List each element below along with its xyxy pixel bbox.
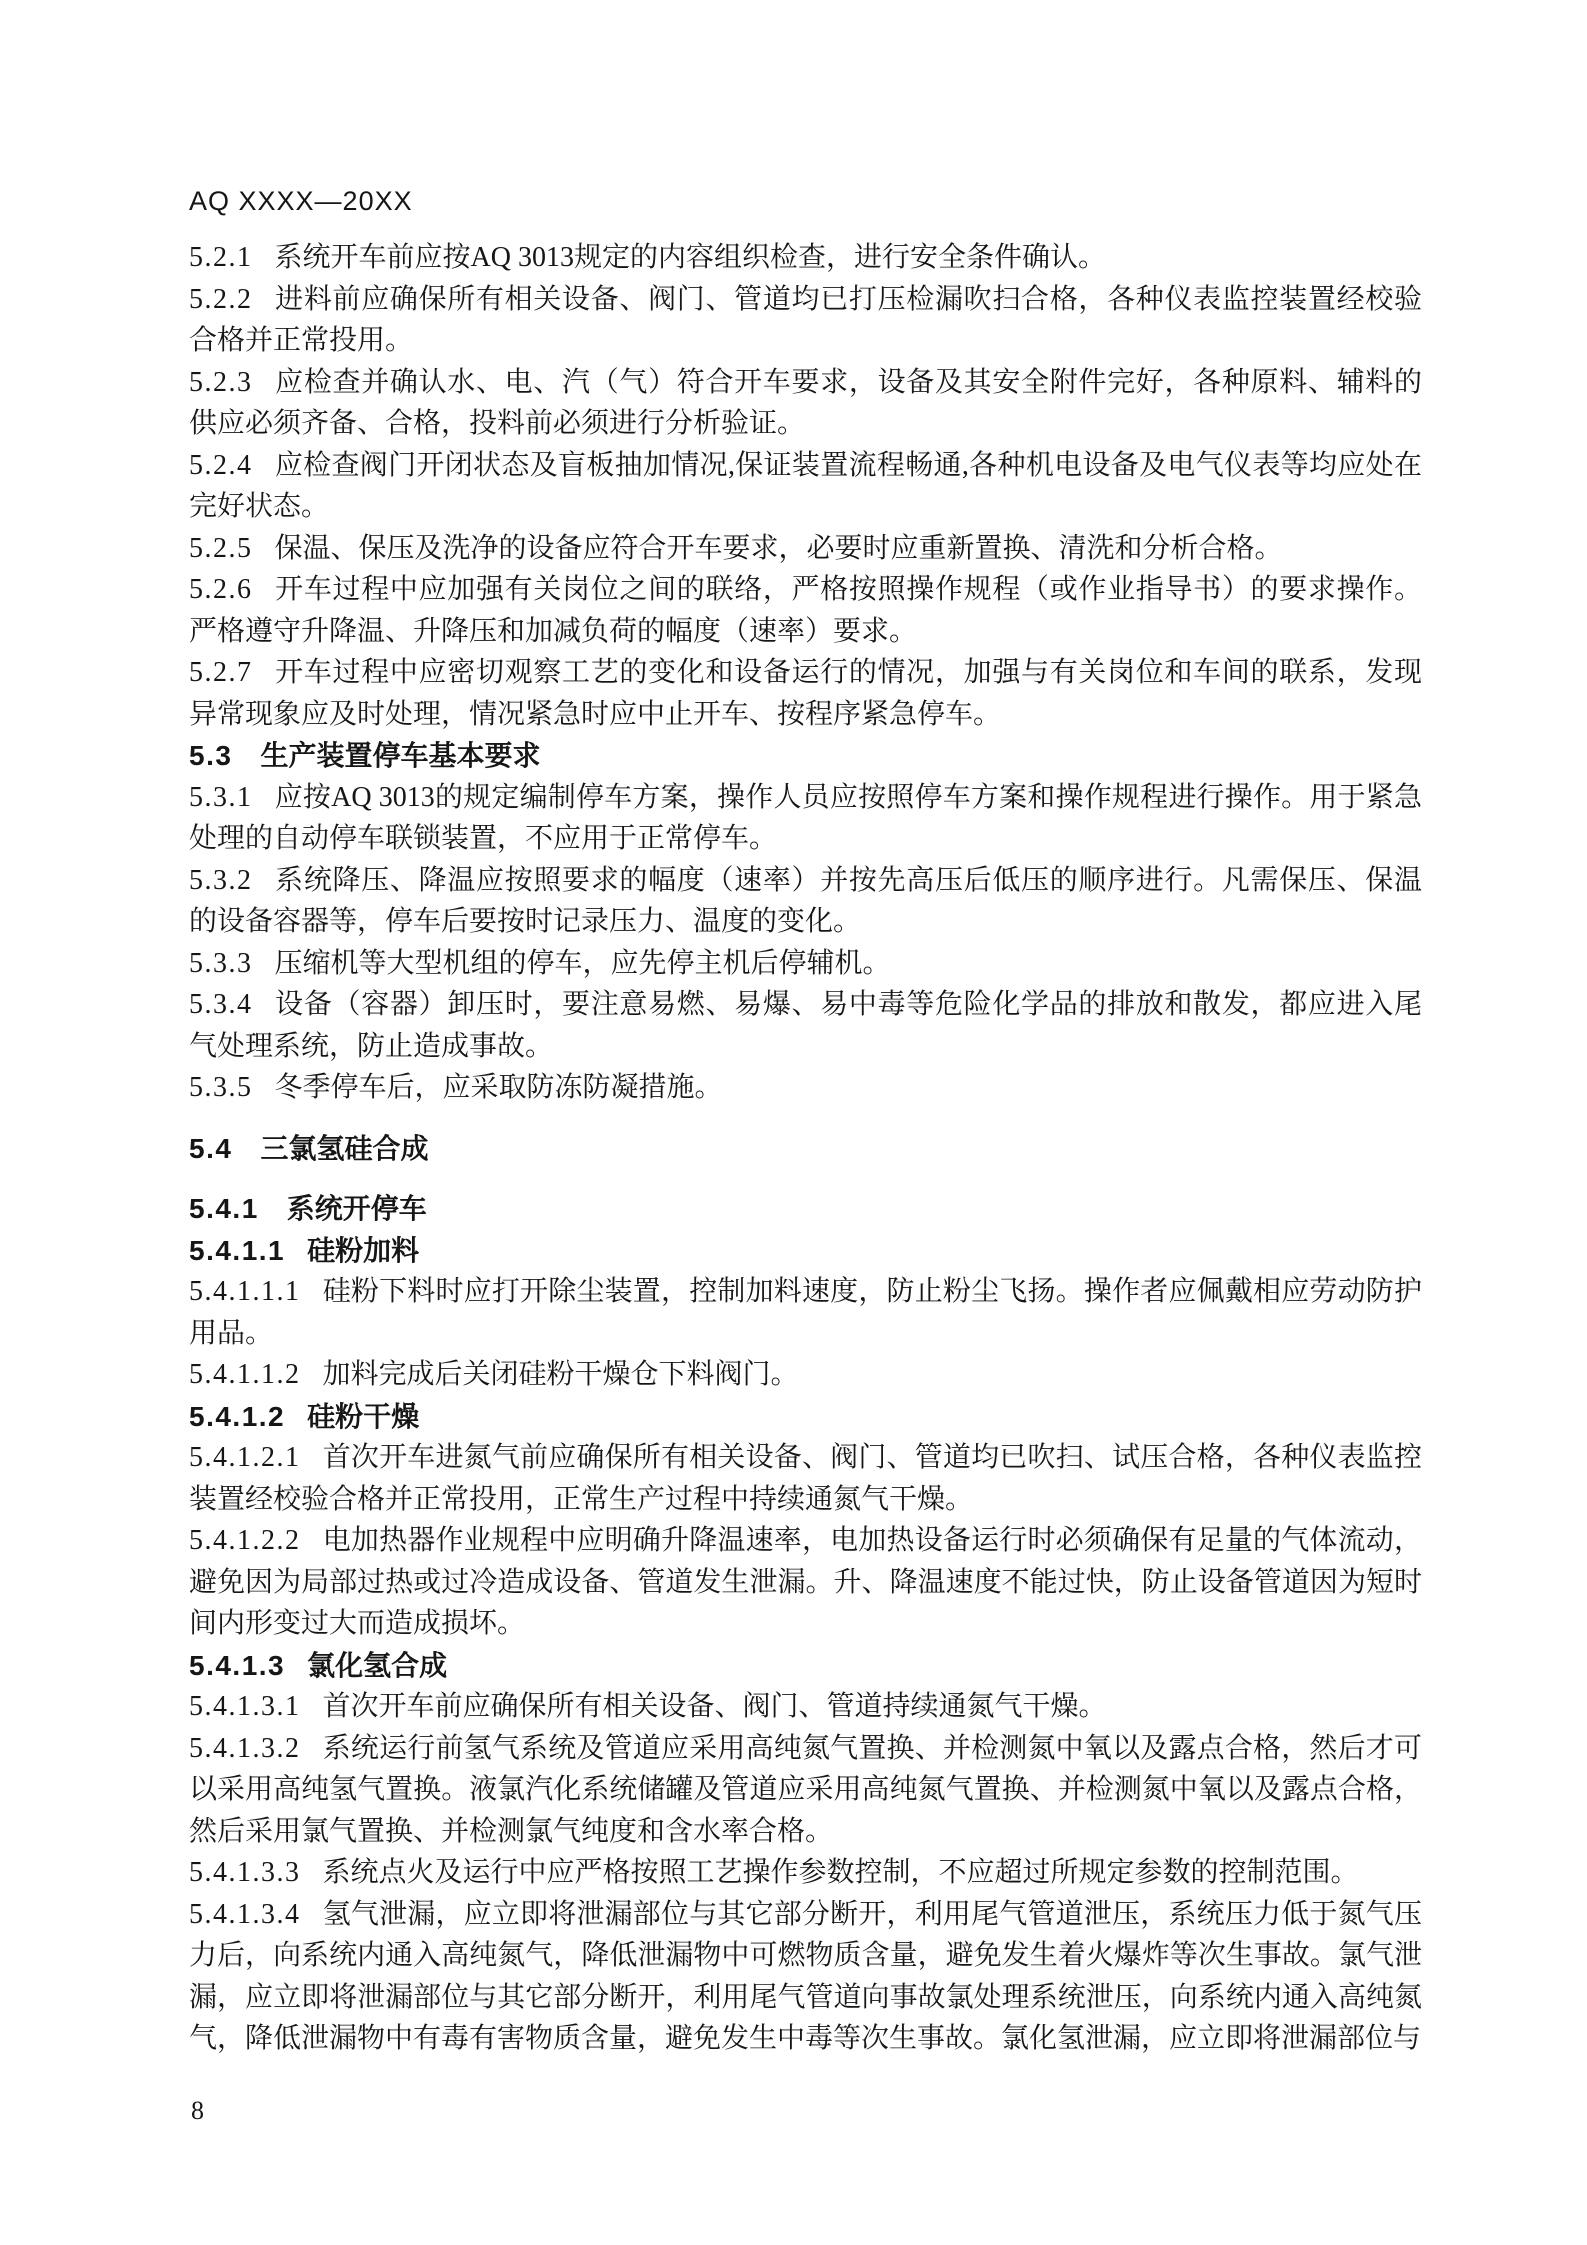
clause-number: 5.4.1.3 [189,1649,286,1681]
clause-text: 电加热器作业规程中应明确升降温速率，电加热设备运行时必须确保有足量的气体流动，避免因为局部过热或过冷造成设备、管道发生泄漏。升、降温速度不能过快，防止设备管道因为短时间内形变过大而造成损坏。 [189,1525,1422,1639]
clause-text: 系统点火及运行中应严格按照工艺操作参数控制，不应超过所规定参数的控制范围。 [322,1857,1359,1888]
clause-5-4-1-3-3 [189,1852,1422,1894]
clause-text: 加料完成后关闭硅粉干燥仓下料阀门。 [322,1359,799,1390]
clause-number: 5.4.1.1.2 [189,1359,301,1390]
clause-text: 首次开车进氮气前应确保所有相关设备、阀门、管道均已吹扫、试压合格，各种仪表监控装置经校验合格并正常投用，正常生产过程中持续通氮气干燥。 [189,1442,1422,1515]
clause-text: 开车过程中应密切观察工艺的变化和设备运行的情况，加强与有关岗位和车间的联系，发现异常现象应及时处理，情况紧急时应中止开车、按程序紧急停车。 [189,657,1422,730]
clause-number: 5.2.2 [189,283,253,315]
clause-number: 5.4.1.3.1 [189,1691,301,1722]
clause-5-4-1-3-1 [189,1686,1422,1728]
clause-5-3-1 [189,777,1422,860]
clause-text: 硅粉下料时应打开除尘装置，控制加料速度，防止粉尘飞扬。操作者应佩戴相应劳动防护用品。 [189,1276,1422,1349]
clause-number: 5.4.1.3.4 [189,1898,301,1930]
clause-5-2-7 [189,652,1422,735]
clause-5-4-1-2-2 [189,1520,1422,1645]
clause-number: 5.2.7 [189,657,253,688]
clause-text: 应检查阀门开闭状态及盲板抽加情况,保证装置流程畅通,各种机电设备及电气仪表等均应处在完好状态。 [189,449,1422,522]
clause-5-4-1-1-1 [189,1271,1422,1354]
clause-number: 5.2.1 [189,242,253,273]
clause-5-3-4 [189,984,1422,1067]
clause-5-3-3 [189,943,1422,985]
clause-5-2-1 [189,237,1422,279]
clause-number: 5.4.1.1.1 [189,1276,301,1307]
page-number: 8 [191,2096,204,2125]
heading-text: 系统开停车 [286,1193,427,1224]
heading-5-4-1-2 [189,1396,1422,1438]
clause-text: 应检查并确认水、电、汽（气）符合开车要求，设备及其安全附件完好，各种原料、辅料的供应必须齐备、合格，投料前必须进行分析验证。 [189,366,1422,439]
clause-text: 冬季停车后，应采取防冻防凝措施。 [274,1072,723,1103]
clause-5-2-2 [189,279,1422,362]
heading-5-4-1-3 [189,1645,1422,1687]
clause-number: 5.4.1.2.2 [189,1525,301,1556]
heading-5-4-1 [189,1188,1422,1230]
heading-5-4 [189,1128,1422,1170]
clause-5-2-3 [189,362,1422,445]
clause-text: 应按AQ 3013的规定编制停车方案，操作人员应按照停车方案和操作规程进行操作。用于紧急处理的自动停车联锁装置，不应用于正常停车。 [189,781,1422,854]
clause-text: 开车过程中应加强有关岗位之间的联络，严格按照操作规程（或作业指导书）的要求操作。严格遵守升降温、升降压和加减负荷的幅度（速率）要求。 [189,574,1422,647]
clause-5-4-1-1-2 [189,1354,1422,1396]
heading-5-4-1-1 [189,1230,1422,1272]
heading-5-3 [189,735,1422,777]
heading-text: 生产装置停车基本要求 [260,740,541,771]
clause-number: 5.4.1.3.3 [189,1857,301,1888]
clause-5-4-1-3-2 [189,1728,1422,1853]
clause-number: 5.3.5 [189,1072,253,1103]
clause-number: 5.3.2 [189,864,253,896]
heading-text: 氯化氢合成 [307,1649,448,1681]
clause-number: 5.3.4 [189,989,253,1020]
clause-5-4-1-2-1 [189,1437,1422,1520]
clause-number: 5.2.5 [189,532,253,564]
clause-number: 5.2.4 [189,449,253,481]
clause-text: 保温、保压及洗净的设备应符合开车要求，必要时应重新置换、清洗和分析合格。 [274,532,1283,564]
clause-number: 5.4.1.2 [189,1400,286,1432]
clause-number: 5.3.1 [189,781,253,813]
clause-5-3-5 [189,1067,1422,1109]
clause-number: 5.4.1.2.1 [189,1442,301,1473]
clause-number: 5.4 [189,1132,233,1164]
clause-number: 5.3 [189,740,233,771]
clause-text: 系统开车前应按AQ 3013规定的内容组织检查，进行安全条件确认。 [274,242,1106,273]
running-header-doc-code: AQ XXXX—20XX [189,186,413,216]
clause-5-2-5 [189,528,1422,570]
clause-number: 5.2.3 [189,366,253,398]
clause-5-2-4 [189,445,1422,528]
clause-text: 系统运行前氢气系统及管道应采用高纯氮气置换、并检测氮中氧以及露点合格，然后才可以采用高纯氢气置换。液氯汽化系统储罐及管道应采用高纯氮气置换、并检测氮中氧以及露点合格，然后采用氯气置换、并检测氯气纯度和含水率合格。 [189,1732,1422,1847]
clause-text: 压缩机等大型机组的停车，应先停主机后停辅机。 [274,947,891,979]
clause-text: 氢气泄漏，应立即将泄漏部位与其它部分断开，利用尾气管道泄压，系统压力低于氮气压力后，向系统内通入高纯氮气，降低泄漏物中可燃物质含量，避免发生着火爆炸等次生事故。氯气泄漏，应立即将泄漏部位与其它部分断开，利用尾气管道向事故氯处理系统泄压，向系统内通入高纯氮气，降低泄漏物中有毒有害物质含量，避免发生中毒等次生事故。氯化氢泄漏，应立即将泄漏部位与 [189,1898,1422,2054]
document-body [189,237,1422,2060]
clause-5-2-6 [189,569,1422,652]
clause-number: 5.4.1 [189,1193,259,1224]
clause-text: 设备（容器）卸压时，要注意易燃、易爆、易中毒等危险化学品的排放和散发，都应进入尾气处理系统，防止造成事故。 [189,989,1422,1062]
clause-5-4-1-3-4 [189,1894,1422,2060]
clause-number: 5.4.1.1 [189,1234,286,1266]
clause-number: 5.2.6 [189,574,253,605]
clause-text: 系统降压、降温应按照要求的幅度（速率）并按先高压后低压的顺序进行。凡需保压、保温的设备容器等，停车后要按时记录压力、温度的变化。 [189,864,1422,937]
clause-number: 5.3.3 [189,947,253,979]
heading-text: 硅粉加料 [307,1234,420,1266]
heading-text: 三氯氢硅合成 [260,1132,429,1164]
heading-text: 硅粉干燥 [307,1400,420,1432]
clause-text: 进料前应确保所有相关设备、阀门、管道均已打压检漏吹扫合格，各种仪表监控装置经校验合格并正常投用。 [189,283,1422,356]
clause-text: 首次开车前应确保所有相关设备、阀门、管道持续通氮气干燥。 [322,1691,1107,1722]
clause-5-3-2 [189,860,1422,943]
clause-number: 5.4.1.3.2 [189,1732,301,1764]
